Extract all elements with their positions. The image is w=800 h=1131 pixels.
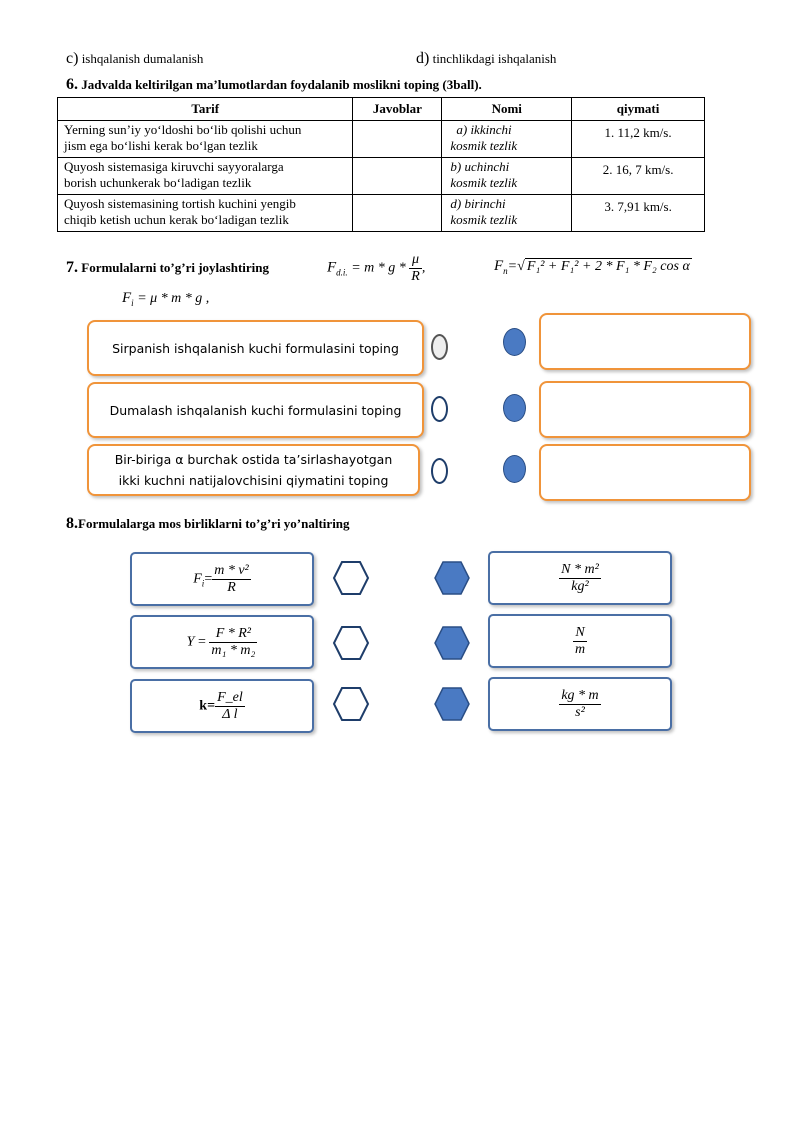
- fraction-denominator: s²: [575, 704, 585, 720]
- connector-ring[interactable]: [431, 458, 448, 484]
- table-header-row: [58, 98, 705, 121]
- q8-formula-box: [130, 615, 314, 669]
- sqrt-icon: √: [517, 259, 525, 274]
- q7-formula-sliding: [122, 290, 209, 308]
- table-cell-nomi: [442, 158, 572, 195]
- formula-subscript: d.i.: [336, 267, 348, 278]
- q5-option-c-text: ishqalanish dumalanish: [81, 51, 204, 66]
- formula-text: ,: [421, 260, 426, 276]
- q5-option-d: [416, 50, 556, 68]
- fraction-denominator: kg²: [571, 578, 589, 594]
- formula-subscript: n: [503, 265, 508, 276]
- table-cell-qiymati: 1. 11,2 km/s.: [572, 121, 705, 158]
- q8-unit-box: [488, 614, 672, 668]
- formula-text: =: [507, 259, 518, 274]
- formula-fraction: [409, 252, 422, 285]
- nomi-line: kosmik tezlik: [450, 212, 518, 227]
- formula-symbol: F: [122, 290, 132, 306]
- q5-option-c: [66, 50, 203, 68]
- formula-text: =: [204, 571, 213, 587]
- table-cell-qiymati: 3. 7,91 km/s.: [572, 195, 705, 232]
- tarif-line: chiqib ketish uchun kerak bo‘ladigan tezlik: [64, 212, 289, 227]
- formula-subscript: i: [131, 297, 134, 308]
- formula-symbol: F: [327, 259, 337, 276]
- q7-task-box: [87, 382, 424, 438]
- fraction-denominator: Δ l: [222, 706, 238, 722]
- table-cell-tarif: [58, 158, 353, 195]
- q8-formula-box: [130, 552, 314, 606]
- connector-ring[interactable]: [431, 334, 448, 360]
- table-row: [58, 158, 705, 195]
- table-row: [58, 195, 705, 232]
- table-cell-tarif: [58, 195, 353, 232]
- connector-dot[interactable]: [503, 455, 526, 483]
- connector-dot[interactable]: [503, 394, 526, 422]
- q7-task-text: Bir-biriga α burchak ostida ta’sirlashayotgan ikki kuchni natijalovchisini qiymatini toping: [114, 452, 393, 488]
- q7-answer-box[interactable]: [539, 313, 751, 370]
- q8-formula: [199, 690, 244, 723]
- formula-text: =: [194, 634, 206, 650]
- q7-task-box: [87, 320, 424, 376]
- formula-fraction: [209, 626, 257, 659]
- unit-fraction: [573, 625, 587, 658]
- q5-option-c-letter: c): [66, 50, 79, 67]
- tarif-line: borish uchunkerak bo‘ladigan tezlik: [64, 175, 252, 190]
- q7-title: [66, 259, 269, 277]
- q8-formula-box: [130, 679, 314, 733]
- table-header: qiymati: [572, 98, 705, 121]
- q5-option-d-letter: d): [416, 50, 430, 67]
- formula-symbol: Y: [186, 634, 195, 650]
- fraction-denominator: m₁ * m₂: [211, 642, 256, 658]
- nomi-line: kosmik tezlik: [450, 175, 518, 190]
- fraction-numerator: μ: [409, 252, 422, 269]
- tarif-line: Yerning sun’iy yo‘ldoshi bo‘lib qolishi uchun: [64, 122, 302, 137]
- table-cell-javob[interactable]: [353, 121, 442, 158]
- tarif-line: jism ega bo‘lishi kerak bo‘lgan tezlik: [64, 138, 258, 153]
- q7-number: 7.: [66, 259, 78, 276]
- hexagon-connector[interactable]: [332, 560, 370, 596]
- fraction-numerator: F_el: [217, 689, 243, 705]
- q6-title: [66, 76, 482, 94]
- hexagon-filled-connector[interactable]: [433, 686, 471, 722]
- formula-fraction: [215, 690, 245, 723]
- formula-subscript: i: [201, 578, 205, 589]
- fraction-numerator: F * R²: [209, 626, 257, 643]
- nomi-line: b) uchinchi: [450, 159, 510, 174]
- q7-task-text: Sirpanish ishqalanish kuchi formulasini toping: [112, 340, 399, 356]
- q7-task-box: [87, 444, 420, 496]
- hexagon-connector[interactable]: [332, 625, 370, 661]
- fraction-denominator: m: [574, 641, 586, 657]
- table-cell-javob[interactable]: [353, 195, 442, 232]
- q8-formula: [193, 563, 251, 596]
- formula-text: = μ * m * g ,: [137, 291, 210, 306]
- q7-formula-rolling: [327, 252, 425, 285]
- fraction-numerator: N * m²: [561, 561, 599, 577]
- table-cell-qiymati: 2. 16, 7 km/s.: [572, 158, 705, 195]
- formula-symbol: F: [494, 258, 504, 274]
- q7-answer-box[interactable]: [539, 381, 751, 438]
- table-row: [58, 121, 705, 158]
- formula-symbol: k: [199, 698, 208, 714]
- nomi-line: a) ikkinchi: [456, 122, 512, 137]
- formula-fraction: [212, 563, 251, 596]
- connector-ring[interactable]: [431, 396, 448, 422]
- table-header: Javoblar: [353, 98, 442, 121]
- q8-title: [66, 515, 350, 533]
- q7-task-text: Dumalash ishqalanish kuchi formulasini toping: [109, 402, 402, 418]
- q8-number: 8.: [66, 515, 78, 532]
- q8-unit-box: [488, 551, 672, 605]
- table-cell-nomi: [442, 121, 572, 158]
- q8-formula: [187, 626, 258, 659]
- formula-symbol: F: [193, 571, 202, 587]
- tarif-line: Quyosh sistemasiga kiruvchi sayyoralarga: [64, 159, 284, 174]
- fraction-denominator: R: [227, 579, 236, 595]
- fraction-numerator: N: [573, 625, 587, 642]
- connector-dot[interactable]: [503, 328, 526, 356]
- fraction-denominator: R: [411, 269, 420, 284]
- table-cell-tarif: [58, 121, 353, 158]
- formula-radicand: F₁² + F₁² + 2 * F₁ * F₂ cos α: [526, 259, 690, 274]
- q6-number: 6.: [66, 76, 78, 93]
- table-cell-nomi: [442, 195, 572, 232]
- formula-text: = m * g *: [351, 260, 406, 276]
- nomi-line: kosmik tezlik: [450, 138, 518, 153]
- fraction-numerator: m * v²: [214, 562, 249, 578]
- q7-formula-resultant: [494, 258, 692, 276]
- q7-answer-box[interactable]: [539, 444, 751, 501]
- q6-title-text: Jadvalda keltirilgan ma’lumotlardan foydalanib moslikni toping (3ball).: [81, 77, 482, 92]
- table-header: Nomi: [442, 98, 572, 121]
- q8-unit-box: [488, 677, 672, 731]
- hexagon-connector[interactable]: [332, 686, 370, 722]
- table-cell-javob[interactable]: [353, 158, 442, 195]
- q5-option-d-text: tinchlikdagi ishqalanish: [432, 51, 557, 66]
- nomi-line: d) birinchi: [450, 196, 506, 211]
- q8-title-text: Formulalarga mos birliklarni to’g’ri yo’naltiring: [78, 516, 350, 531]
- table-header: Tarif: [58, 98, 353, 121]
- fraction-numerator: kg * m: [561, 687, 599, 703]
- unit-fraction: [559, 562, 601, 595]
- unit-fraction: [559, 688, 600, 721]
- hexagon-filled-connector[interactable]: [433, 625, 471, 661]
- q7-title-text: Formulalarni to’g’ri joylashtiring: [81, 260, 270, 275]
- formula-text: =: [207, 698, 216, 714]
- hexagon-filled-connector[interactable]: [433, 560, 471, 596]
- tarif-line: Quyosh sistemasining tortish kuchini yengib: [64, 196, 296, 211]
- q6-table: [57, 97, 705, 232]
